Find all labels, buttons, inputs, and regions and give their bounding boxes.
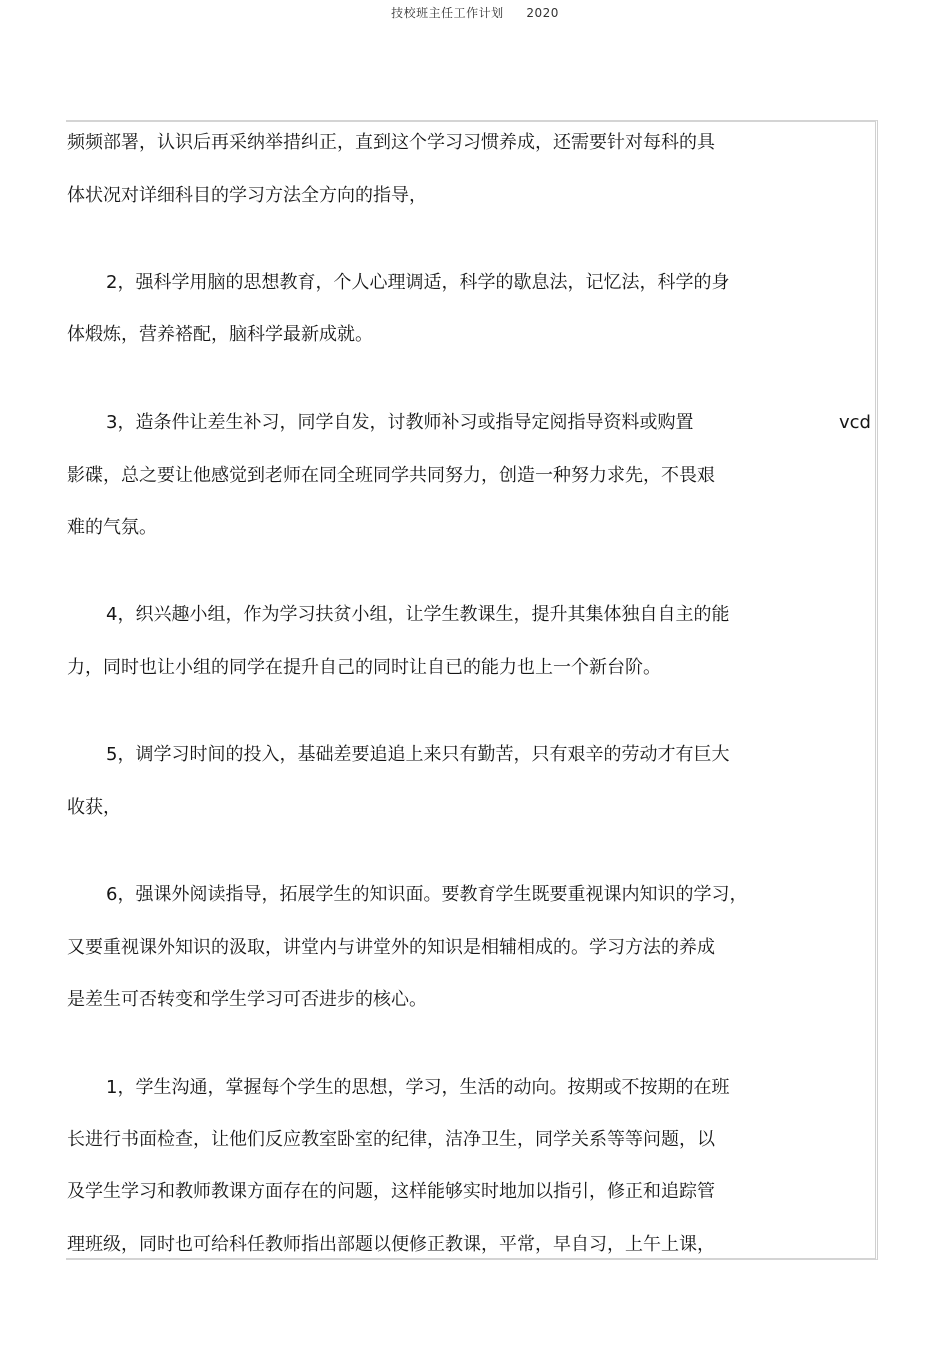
text-line: 体煅炼，营养褡配，脑科学最新成就。: [67, 324, 373, 345]
text-line: 影碟，总之要让他感觉到老师在同全班同学共同努力，创造一种努力求先，不畏艰: [67, 465, 715, 486]
text-line: 及学生学习和教师教课方面存在的问题，这样能够实时地加以指引，修正和追踪管: [67, 1181, 715, 1202]
text-line: 1，学生沟通，掌握每个学生的思想，学习，生活的动向。按期或不按期的在班: [106, 1077, 730, 1098]
text-line: 收获，: [67, 797, 121, 818]
text-line: 3，造条件让差生补习，同学自发，讨教师补习或指导定阅指导资料或购置: [106, 412, 694, 433]
header-year: 2020: [526, 6, 559, 20]
text-line: 力，同时也让小组的同学在提升自己的同时让自已的能力也上一个新台阶。: [67, 657, 661, 678]
text-line: 体状况对详细科目的学习方法全方向的指导，: [67, 185, 427, 206]
page-header: [0, 4, 950, 21]
text-line: 是差生可否转变和学生学习可否进步的核心。: [67, 989, 427, 1010]
aside-text: vcd: [839, 412, 871, 433]
text-line: 5，调学习时间的投入，基础差要追追上来只有勤苦，只有艰辛的劳动才有巨大: [106, 744, 730, 765]
text-line: 理班级，同时也可给科任教师指出部题以便修正教课，平常，早自习，上午上课，: [67, 1234, 715, 1255]
text-line: 难的气氛。: [67, 517, 157, 538]
text-line: 频频部署，认识后再采纳举措纠正，直到这个学习习惯养成，还需要针对每科的具: [67, 132, 715, 153]
text-line: 又要重视课外知识的汲取，讲堂内与讲堂外的知识是相辅相成的。学习方法的养成: [67, 937, 715, 958]
header-title: 技校班主任工作计划: [391, 6, 504, 20]
text-line: 4，织兴趣小组，作为学习扶贫小组，让学生教课生，提升其集体独自自主的能: [106, 604, 730, 625]
text-line: 2，强科学用脑的思想教育，个人心理调适，科学的歇息法，记忆法，科学的身: [106, 272, 730, 293]
text-line: 6，强课外阅读指导，拓展学生的知识面。要教育学生既要重视课内知识的学习，: [106, 884, 748, 905]
text-line: 长进行书面检查，让他们反应教室卧室的纪律，洁净卫生，同学关系等等问题，以: [67, 1129, 715, 1150]
